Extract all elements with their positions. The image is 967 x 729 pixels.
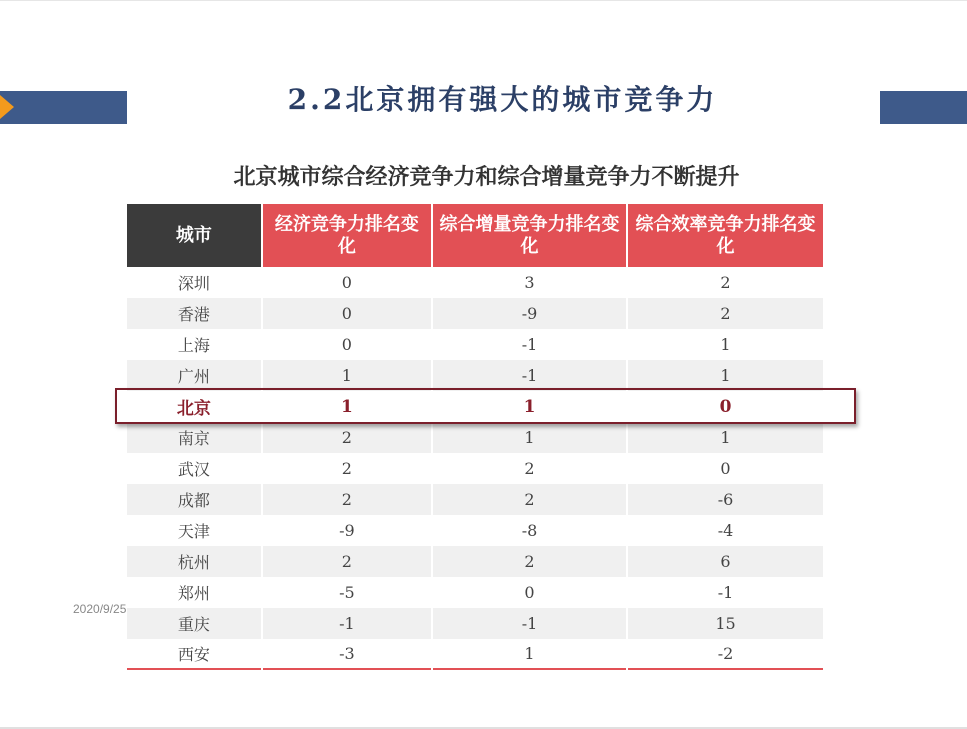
cell-eff: 0 <box>719 396 732 417</box>
cell-incr: 1 <box>433 639 626 670</box>
table-row <box>127 298 823 329</box>
cell-incr: 2 <box>524 459 535 478</box>
ranking-table <box>125 204 825 670</box>
table-row <box>127 577 823 608</box>
table-row <box>127 267 823 298</box>
cell-econ: -9 <box>339 521 355 540</box>
cell-city: 香港 <box>127 298 261 329</box>
table-row <box>127 360 823 391</box>
cell-incr: -8 <box>521 521 538 540</box>
cell-econ: 0 <box>341 335 352 354</box>
cell-incr: 1 <box>433 422 626 453</box>
cell-eff: 0 <box>720 459 731 478</box>
cell-city: 上海 <box>177 336 210 355</box>
cell-econ: -5 <box>339 583 355 602</box>
table-row <box>127 329 823 360</box>
table-row <box>127 546 823 577</box>
cell-econ: 1 <box>340 396 353 417</box>
cell-city: 深圳 <box>177 274 210 293</box>
cell-econ: 0 <box>263 298 431 329</box>
cell-city: 北京 <box>176 399 211 419</box>
cell-eff: -6 <box>628 484 823 515</box>
cell-incr: -1 <box>433 360 626 391</box>
cell-eff: 1 <box>628 360 823 391</box>
slide-title: 2.2北京拥有强大的城市竞争力 <box>287 83 718 116</box>
cell-incr: 3 <box>524 273 535 292</box>
cell-eff: 2 <box>628 298 823 329</box>
cell-city: 成都 <box>127 484 261 515</box>
cell-incr: 2 <box>433 484 626 515</box>
cell-eff: -1 <box>717 583 734 602</box>
cell-econ: 2 <box>263 422 431 453</box>
cell-incr: 0 <box>524 583 535 602</box>
slide-subtitle: 北京城市综合经济竞争力和综合增量竞争力不断提升 <box>233 165 740 190</box>
cell-city: 天津 <box>177 522 210 541</box>
table-header-row <box>127 204 823 267</box>
header-city: 城市 <box>127 204 261 267</box>
table-row <box>127 422 823 453</box>
top-divider <box>0 0 967 1</box>
slide-date: 2020/9/25 <box>73 602 127 616</box>
table-row <box>127 608 823 639</box>
header-eff: 综合效率竞争力排名变化 <box>628 204 823 267</box>
header-incr: 综合增量竞争力排名变化 <box>433 204 626 267</box>
cell-city: 广州 <box>127 360 261 391</box>
cell-city: 郑州 <box>177 584 210 603</box>
cell-econ: 0 <box>341 273 352 292</box>
cell-incr: -1 <box>433 608 626 639</box>
cell-eff: 6 <box>628 546 823 577</box>
cell-incr: -1 <box>521 335 538 354</box>
cell-eff: -4 <box>717 521 734 540</box>
cell-eff: 2 <box>720 273 731 292</box>
cell-econ: 2 <box>341 459 352 478</box>
cell-econ: -3 <box>263 639 431 670</box>
cell-econ: 2 <box>263 484 431 515</box>
cell-eff: 1 <box>720 335 731 354</box>
header-econ: 经济竞争力排名变化 <box>263 204 431 267</box>
cell-eff: 1 <box>628 422 823 453</box>
cell-econ: 2 <box>263 546 431 577</box>
cell-eff: 15 <box>628 608 823 639</box>
cell-city: 重庆 <box>127 608 261 639</box>
cell-city: 西安 <box>127 639 261 670</box>
cell-incr: 1 <box>523 396 536 417</box>
table-row-highlight <box>127 391 823 422</box>
table-row <box>127 515 823 546</box>
cell-city: 南京 <box>127 422 261 453</box>
cell-city: 武汉 <box>177 460 210 479</box>
cell-incr: -9 <box>433 298 626 329</box>
table-row <box>127 639 823 670</box>
table-row <box>127 453 823 484</box>
cell-econ: -1 <box>263 608 431 639</box>
cell-eff: -2 <box>628 639 823 670</box>
cell-incr: 2 <box>433 546 626 577</box>
table-row <box>127 484 823 515</box>
cell-city: 杭州 <box>127 546 261 577</box>
cell-econ: 1 <box>263 360 431 391</box>
